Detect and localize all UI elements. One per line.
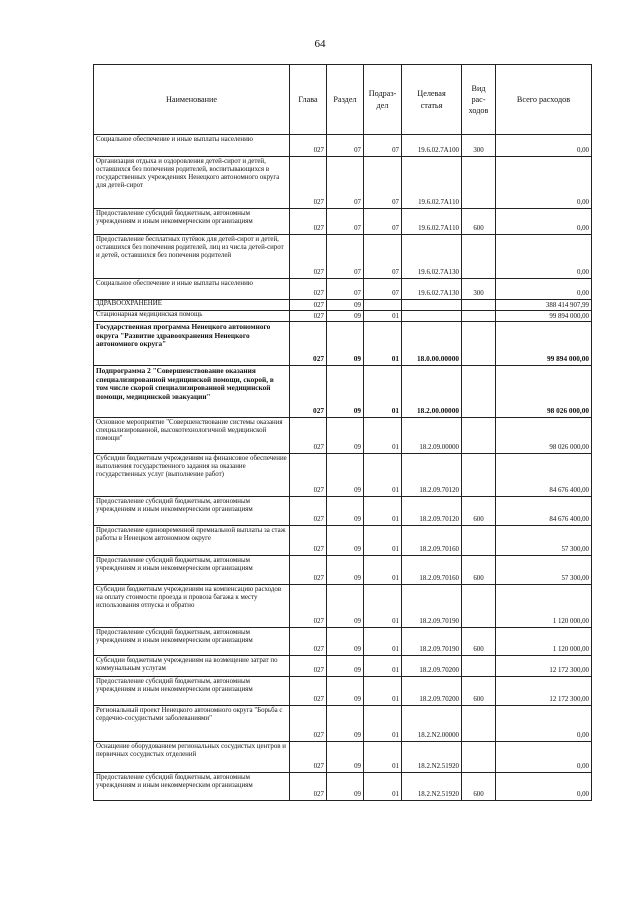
table-row (94, 526, 592, 556)
table-header-row (94, 65, 592, 135)
row-chapter: 027 (290, 300, 327, 311)
row-expense-type (462, 585, 496, 628)
row-target: 18.2.09.70190 (402, 628, 462, 656)
row-chapter: 027 (290, 656, 327, 677)
row-subsection: 07 (364, 279, 402, 300)
row-name: Предоставление субсидий бюджетным, автономным учреждениям и иным некоммерческим организациям (94, 773, 290, 801)
table-row (94, 556, 592, 585)
row-name: Субсидии бюджетным учреждениям на компенсацию расходов на оплату стоимости проезда и провоза багажа к месту использования отпуска и обратно (94, 585, 290, 628)
row-subsection: 01 (364, 656, 402, 677)
row-target: 18.2.09.70160 (402, 556, 462, 585)
row-section: 09 (327, 526, 364, 556)
row-chapter: 027 (290, 157, 327, 209)
header-target: Целевая статья (402, 65, 462, 135)
table-row (94, 656, 592, 677)
row-target: 18.2.09.70120 (402, 454, 462, 497)
row-subsection: 01 (364, 311, 402, 322)
row-chapter: 027 (290, 706, 327, 742)
table-row (94, 497, 592, 526)
row-target: 18.2.09.70190 (402, 585, 462, 628)
row-section: 09 (327, 322, 364, 366)
row-section: 09 (327, 418, 364, 454)
row-section: 07 (327, 279, 364, 300)
row-section: 09 (327, 773, 364, 801)
row-target: 19.6.02.7А100 (402, 135, 462, 157)
row-subsection: 01 (364, 628, 402, 656)
row-total: 12 172 300,00 (496, 656, 592, 677)
row-chapter: 027 (290, 279, 327, 300)
row-expense-type: 600 (462, 677, 496, 706)
row-name: Социальное обеспечение и иные выплаты населению (94, 279, 290, 300)
row-expense-type (462, 706, 496, 742)
row-chapter: 027 (290, 209, 327, 235)
row-expense-type: 600 (462, 628, 496, 656)
row-expense-type (462, 300, 496, 311)
table-row (94, 585, 592, 628)
row-expense-type (462, 235, 496, 279)
row-section: 09 (327, 585, 364, 628)
row-section: 07 (327, 235, 364, 279)
row-total: 84 676 400,00 (496, 454, 592, 497)
table-row (94, 677, 592, 706)
row-name: Предоставление субсидий бюджетным, автономным учреждениям и иным некоммерческим организациям (94, 628, 290, 656)
budget-table (93, 64, 592, 801)
header-total: Всего расходов (496, 65, 592, 135)
row-expense-type (462, 157, 496, 209)
row-target: 18.0.00.00000 (402, 322, 462, 366)
row-name: Социальное обеспечение и иные выплаты населению (94, 135, 290, 157)
row-section: 09 (327, 366, 364, 418)
table-row (94, 279, 592, 300)
row-section: 07 (327, 135, 364, 157)
row-chapter: 027 (290, 311, 327, 322)
row-target: 18.2.09.70200 (402, 656, 462, 677)
row-subsection: 01 (364, 556, 402, 585)
row-total: 84 676 400,00 (496, 497, 592, 526)
row-name: Государственная программа Ненецкого автономного округа "Развитие здравоохранения Ненецкого автономного округа" (94, 322, 290, 366)
row-subsection: 01 (364, 585, 402, 628)
row-target: 18.2.09.00000 (402, 418, 462, 454)
row-subsection: 07 (364, 209, 402, 235)
row-name: Основное мероприятие "Совершенствование системы оказания специализированной, высокотехнологичной медицинской помощи" (94, 418, 290, 454)
row-name: Субсидии бюджетным учреждениям на возмещение затрат по коммунальным услугам (94, 656, 290, 677)
row-target: 18.2.N2.51920 (402, 773, 462, 801)
row-target: 18.2.N2.00000 (402, 706, 462, 742)
row-total: 388 414 907,99 (496, 300, 592, 311)
row-section: 09 (327, 497, 364, 526)
row-name: Предоставление единовременной премиальной выплаты за стаж работы в Ненецком автономном округе (94, 526, 290, 556)
row-subsection: 07 (364, 235, 402, 279)
table-row (94, 418, 592, 454)
row-total: 99 894 000,00 (496, 311, 592, 322)
row-expense-type: 600 (462, 773, 496, 801)
row-chapter: 027 (290, 773, 327, 801)
table-row (94, 311, 592, 322)
table-row (94, 322, 592, 366)
table-row (94, 300, 592, 311)
row-total: 0,00 (496, 157, 592, 209)
row-expense-type: 600 (462, 209, 496, 235)
row-total: 0,00 (496, 209, 592, 235)
row-target: 18.2.N2.51920 (402, 742, 462, 773)
row-chapter: 027 (290, 497, 327, 526)
row-chapter: 027 (290, 742, 327, 773)
row-expense-type (462, 742, 496, 773)
row-total: 98 026 000,00 (496, 418, 592, 454)
row-name: Предоставление бесплатных путёвок для детей-сирот и детей, оставшихся без попечения родителей, лиц из числа детей-сирот и детей, оставшихся без попечения родителей (94, 235, 290, 279)
table-row (94, 235, 592, 279)
header-expense-type: Вид рас- ходов (462, 65, 496, 135)
row-section: 09 (327, 742, 364, 773)
row-target (402, 311, 462, 322)
row-name: Стационарная медицинская помощь (94, 311, 290, 322)
row-total: 1 120 000,00 (496, 628, 592, 656)
row-name: Предоставление субсидий бюджетным, автономным учреждениям и иным некоммерческим организациям (94, 497, 290, 526)
row-section: 09 (327, 311, 364, 322)
row-section: 09 (327, 300, 364, 311)
row-total: 0,00 (496, 706, 592, 742)
row-subsection: 01 (364, 773, 402, 801)
row-name: Оснащение оборудованием региональных сосудистых центров и первичных сосудистых отделений (94, 742, 290, 773)
row-target: 19.6.02.7А130 (402, 235, 462, 279)
header-section: Раздел (327, 65, 364, 135)
row-chapter: 027 (290, 366, 327, 418)
row-expense-type (462, 418, 496, 454)
table-row (94, 742, 592, 773)
row-section: 09 (327, 454, 364, 497)
row-name: ЗДРАВООХРАНЕНИЕ (94, 300, 290, 311)
row-total: 12 172 300,00 (496, 677, 592, 706)
row-subsection: 01 (364, 526, 402, 556)
row-name: Подпрограмма 2 "Совершенствование оказания специализированной медицинской помощи, скорой, в том числе скорой специализированной медицинской помощи, медицинской эвакуации" (94, 366, 290, 418)
table-row (94, 706, 592, 742)
row-chapter: 027 (290, 235, 327, 279)
row-chapter: 027 (290, 585, 327, 628)
table-row (94, 454, 592, 497)
row-target: 19.6.02.7А110 (402, 209, 462, 235)
row-section: 09 (327, 556, 364, 585)
row-total: 0,00 (496, 135, 592, 157)
header-name: Наименование (94, 65, 290, 135)
row-target: 19.6.02.7А130 (402, 279, 462, 300)
row-section: 09 (327, 656, 364, 677)
row-section: 07 (327, 209, 364, 235)
row-name: Предоставление субсидий бюджетным, автономным учреждениям и иным некоммерческим организациям (94, 209, 290, 235)
row-target: 18.2.09.70160 (402, 526, 462, 556)
header-chapter: Глава (290, 65, 327, 135)
row-name: Организация отдыха и оздоровления детей-сирот и детей, оставшихся без попечения родителей, воспитывающихся в государственных учреждениях Ненецкого автономного округа для детей-сирот (94, 157, 290, 209)
row-subsection: 01 (364, 366, 402, 418)
table-row (94, 773, 592, 801)
row-expense-type (462, 322, 496, 366)
row-chapter: 027 (290, 677, 327, 706)
row-chapter: 027 (290, 454, 327, 497)
row-chapter: 027 (290, 628, 327, 656)
row-expense-type: 300 (462, 279, 496, 300)
row-section: 09 (327, 706, 364, 742)
row-target (402, 300, 462, 311)
table-row (94, 628, 592, 656)
row-target: 18.2.00.00000 (402, 366, 462, 418)
row-total: 1 120 000,00 (496, 585, 592, 628)
row-expense-type (462, 526, 496, 556)
row-chapter: 027 (290, 322, 327, 366)
row-subsection: 01 (364, 497, 402, 526)
row-total: 0,00 (496, 773, 592, 801)
row-name: Предоставление субсидий бюджетным, автономным учреждениям и иным некоммерческим организациям (94, 556, 290, 585)
row-chapter: 027 (290, 526, 327, 556)
table-row (94, 135, 592, 157)
row-target: 18.2.09.70120 (402, 497, 462, 526)
row-subsection: 01 (364, 454, 402, 497)
row-total: 0,00 (496, 279, 592, 300)
row-total: 0,00 (496, 235, 592, 279)
row-name: Предоставление субсидий бюджетным, автономным учреждениям и иным некоммерческим организациям (94, 677, 290, 706)
row-expense-type (462, 656, 496, 677)
table-row (94, 209, 592, 235)
row-expense-type (462, 366, 496, 418)
row-subsection: 01 (364, 322, 402, 366)
row-subsection: 07 (364, 157, 402, 209)
row-expense-type (462, 311, 496, 322)
row-subsection: 01 (364, 677, 402, 706)
row-section: 09 (327, 677, 364, 706)
row-expense-type: 600 (462, 556, 496, 585)
row-subsection: 01 (364, 742, 402, 773)
row-subsection (364, 300, 402, 311)
row-chapter: 027 (290, 556, 327, 585)
row-subsection: 01 (364, 706, 402, 742)
row-total: 57 300,00 (496, 556, 592, 585)
row-name: Субсидии бюджетным учреждениям на финансовое обеспечение выполнения государственного задания на оказание государственных услуг (выполнение работ) (94, 454, 290, 497)
table-row (94, 157, 592, 209)
table-row (94, 366, 592, 418)
row-expense-type (462, 454, 496, 497)
row-subsection: 07 (364, 135, 402, 157)
row-chapter: 027 (290, 135, 327, 157)
row-name: Региональный проект Ненецкого автономного округа "Борьба с сердечно-сосудистыми заболеваниями" (94, 706, 290, 742)
row-section: 07 (327, 157, 364, 209)
page-number: 64 (314, 38, 326, 50)
row-expense-type: 600 (462, 497, 496, 526)
row-target: 19.6.02.7А110 (402, 157, 462, 209)
row-chapter: 027 (290, 418, 327, 454)
header-subsection: Подраз- дел (364, 65, 402, 135)
row-section: 09 (327, 628, 364, 656)
row-total: 0,00 (496, 742, 592, 773)
row-expense-type: 300 (462, 135, 496, 157)
row-total: 99 894 000,00 (496, 322, 592, 366)
row-total: 57 300,00 (496, 526, 592, 556)
row-target: 18.2.09.70200 (402, 677, 462, 706)
row-subsection: 01 (364, 418, 402, 454)
row-total: 98 026 000,00 (496, 366, 592, 418)
